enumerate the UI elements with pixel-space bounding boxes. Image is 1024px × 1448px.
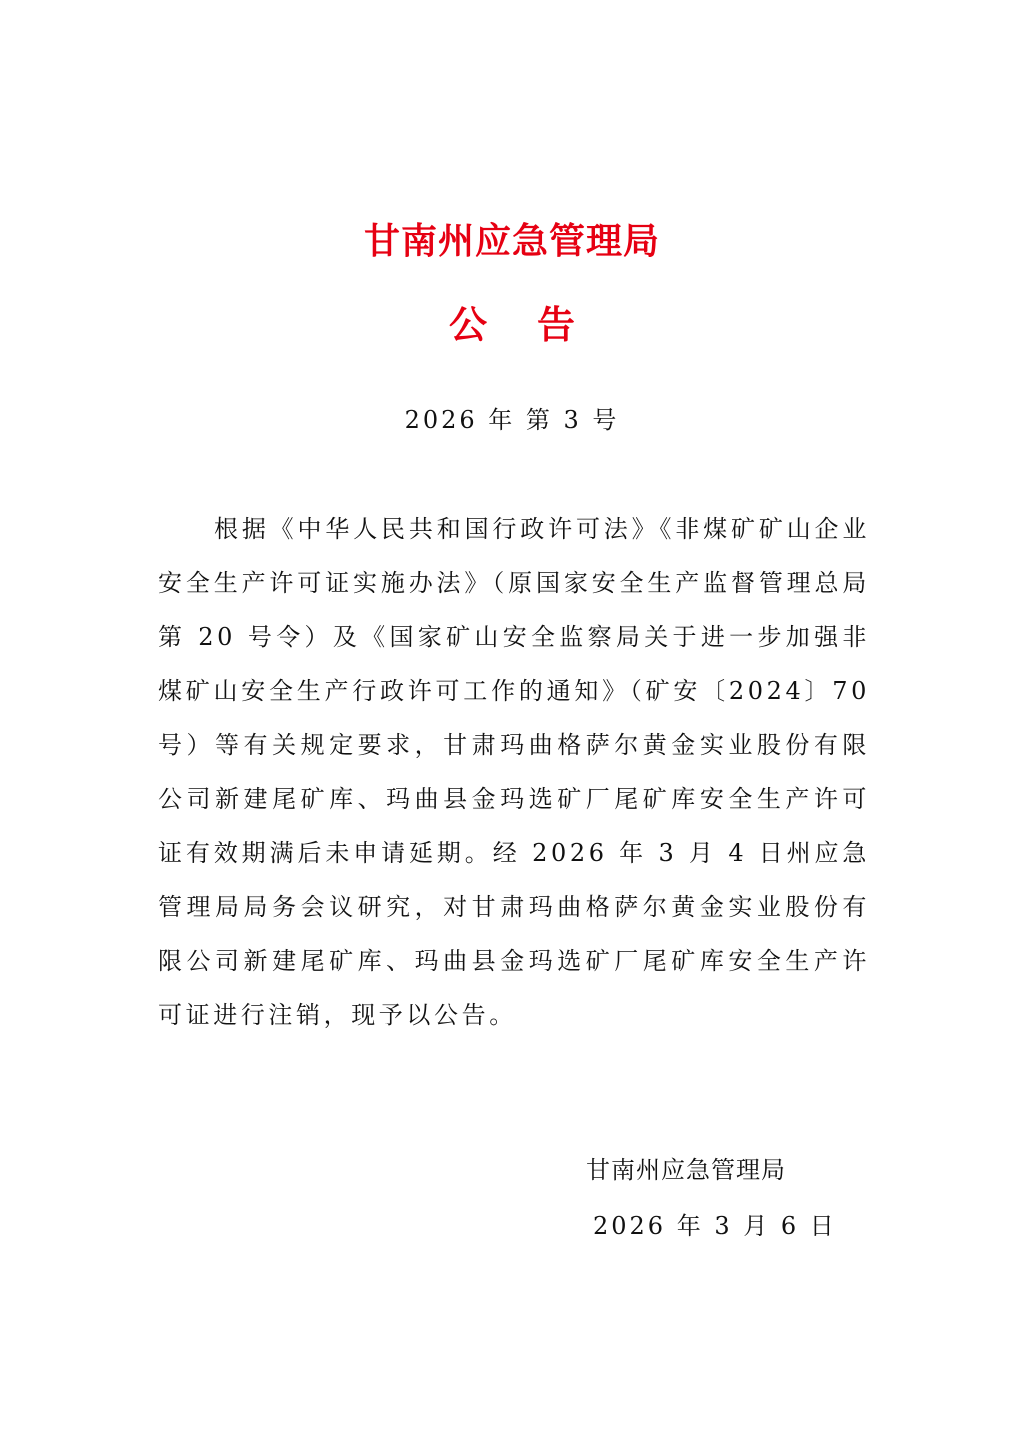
announcement-body: 根据《中华人民共和国行政许可法》《非煤矿矿山企业安全生产许可证实施办法》（原国家安全生产监督管理总局第 20 号令）及《国家矿山安全监察局关于进一步加强非煤矿山安全生产行政许可工作的通知》（矿安〔2024〕70 号）等有关规定要求，甘肃玛曲格萨尔黄金实业股份有限公司新建尾矿库、玛曲县金玛选矿厂尾矿库安全生产许可证有效期满后未申请延期。经 2026 年 3 月 4 日州应急管理局局务会议研究，对甘肃玛曲格萨尔黄金实业股份有限公司新建尾矿库、玛曲县金玛选矿厂尾矿库安全生产许可证进行注销，现予以公告。	[158, 515, 870, 1029]
signing-authority: 甘南州应急管理局	[586, 1156, 786, 1184]
document-type-char-2: 告	[537, 302, 576, 347]
document-number: 2026 年 第 3 号	[404, 406, 620, 434]
document-type-char-1: 公	[448, 302, 487, 347]
document-type-title	[0, 300, 1024, 350]
issuer-title: 甘南州应急管理局	[363, 220, 660, 262]
signing-date: 2026 年 3 月 6 日	[593, 1212, 837, 1240]
